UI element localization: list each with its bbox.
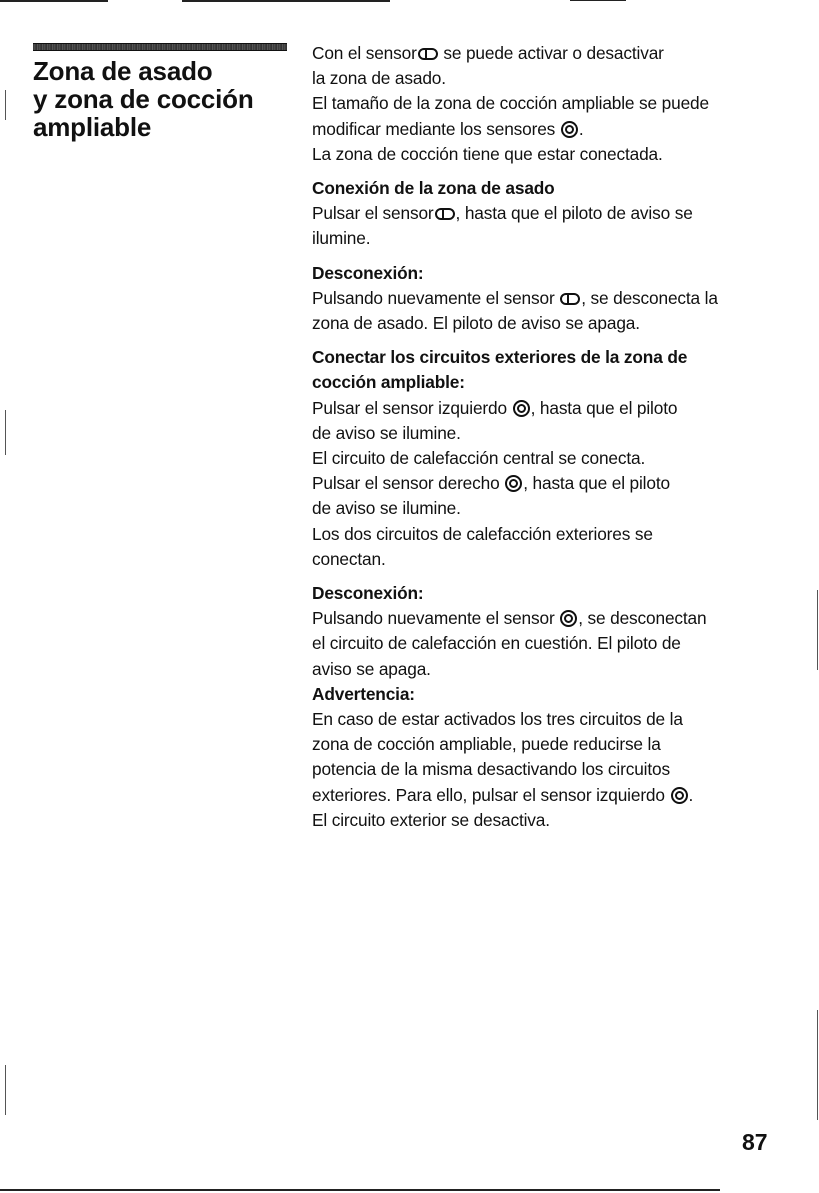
body-text <box>312 41 782 833</box>
right-edge-mark <box>817 590 818 670</box>
ring-sensor-icon <box>561 121 578 138</box>
ring-sensor-icon <box>513 400 530 417</box>
intro-paragraph: Con el sensor se puede activar o desactivar la zona de asado. El tamaño de la zona de cocción ampliable se puede modificar mediante los sensores . <box>312 43 709 139</box>
section-title-line: ampliable <box>33 112 152 142</box>
bottom-rule <box>0 1189 720 1191</box>
ring-sensor-icon <box>560 610 577 627</box>
right-edge-mark <box>817 1010 818 1120</box>
oval-sensor-icon <box>435 208 455 220</box>
page-number: 87 <box>742 1129 768 1155</box>
outer-on-heading: Conectar los circuitos exteriores de la zona de cocción ampliable: <box>312 347 688 393</box>
oval-sensor-icon <box>418 48 438 60</box>
section-title-line: Zona de asado <box>33 56 213 86</box>
outer-off-heading: Desconexión: <box>312 583 424 604</box>
grill-off-section: Desconexión: Pulsando nuevamente el sensor , se desconecta la zona de asado. El piloto de aviso se apaga. <box>312 261 782 337</box>
section-title <box>33 57 293 141</box>
ring-sensor-icon <box>671 787 688 804</box>
warning-heading: Advertencia: <box>312 683 415 704</box>
left-edge-mark <box>5 1065 6 1115</box>
outer-on-right-paragraph: Pulsar el sensor derecho , hasta que el piloto de aviso se ilumine. Los dos circuitos de calefacción exteriores se conectan. <box>312 473 670 569</box>
note-paragraph: La zona de cocción tiene que estar conectada. <box>312 143 663 164</box>
section-title-line: y zona de cocción <box>33 84 254 114</box>
warning-paragraph: En caso de estar activados los tres circuitos de la zona de cocción ampliable, puede reducirse la potencia de la misma desactivando los circuitos exteriores. Para ello, pulsar el sensor izquierdo . El circuito exterior se desactiva. <box>312 709 694 830</box>
grill-off-heading: Desconexión: <box>312 262 424 283</box>
left-edge-mark <box>5 410 6 455</box>
left-edge-mark <box>5 90 6 120</box>
top-rule-right <box>570 0 626 1</box>
ring-sensor-icon <box>505 475 522 492</box>
top-rule-left <box>0 0 108 2</box>
oval-sensor-icon <box>560 293 580 305</box>
outer-off-section: Desconexión: Pulsando nuevamente el sensor , se desconectan el circuito de calefacción en cuestión. El piloto de aviso se apaga. <box>312 581 782 682</box>
top-rule-middle <box>182 0 390 2</box>
grill-on-heading: Conexión de la zona de asado <box>312 178 555 199</box>
title-bar <box>33 43 287 51</box>
grill-on-section: Conexión de la zona de asado Pulsar el sensor , hasta que el piloto de aviso se ilumine. <box>312 176 782 252</box>
outer-on-section: Conectar los circuitos exteriores de la zona de cocción ampliable: Pulsar el sensor izquierdo , hasta que el piloto de aviso se ilumine. El circuito de calefacción central se conecta. <box>312 345 782 471</box>
